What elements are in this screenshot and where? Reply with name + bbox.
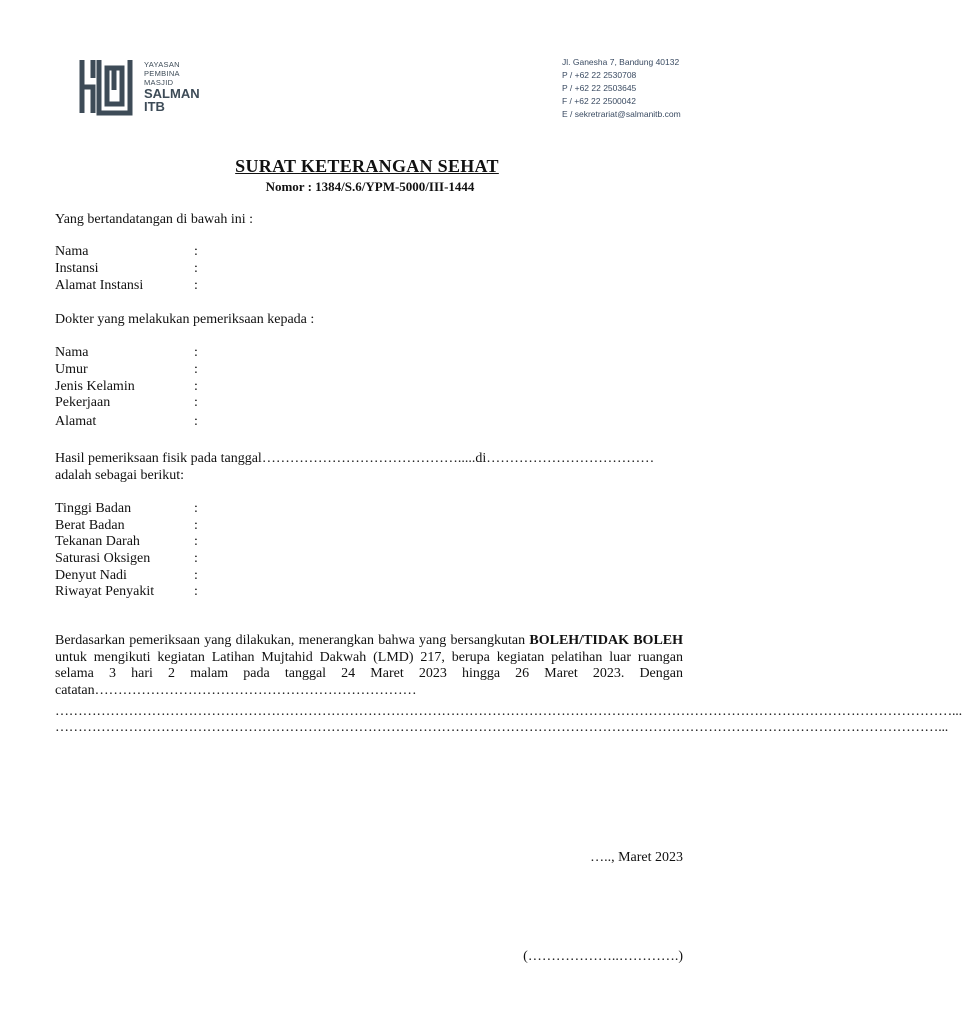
field-label: Alamat — [55, 414, 97, 429]
field-row — [55, 344, 198, 361]
field-row — [55, 500, 198, 517]
exam-date-line: Hasil pemeriksaan fisik pada tanggal…………………………………….....di……………………………… — [55, 451, 655, 466]
logo-text-itb: ITB — [144, 99, 165, 114]
field-colon: : — [194, 414, 198, 429]
field-row — [55, 550, 198, 567]
field-label: Nama — [55, 345, 89, 360]
field-row — [55, 361, 198, 378]
field-colon: : — [194, 568, 198, 583]
salman-itb-logo-icon — [79, 60, 133, 113]
field-label: Denyut Nadi — [55, 568, 127, 583]
conclusion-text: untuk mengikuti kegiatan Latihan Mujtahid Dakwah (LMD) 217, berupa kegiatan pelatihan luar ruangan selama 3 hari 2 malam pada tanggal 24 Maret 2023 hingga 26 Maret 2023. Dengan catatan…………………………………………………………… — [55, 649, 683, 698]
note-line: …………………………………………………………………………………………………………………………………………………………………………... — [55, 720, 949, 735]
field-colon: : — [194, 501, 198, 516]
conclusion-verdict: BOLEH/TIDAK BOLEH — [529, 633, 684, 648]
logo-text — [144, 60, 200, 113]
field-row — [55, 243, 198, 260]
field-row — [55, 378, 198, 395]
field-colon: : — [194, 244, 198, 259]
field-row — [55, 394, 198, 411]
contact-phone-1: P / +62 22 2530708 — [562, 70, 637, 80]
field-label: Umur — [55, 362, 88, 377]
conclusion-paragraph — [55, 633, 683, 699]
field-label: Instansi — [55, 261, 99, 276]
patient-intro-text: Dokter yang melakukan pemeriksaan kepada : — [55, 312, 315, 327]
field-colon: : — [194, 518, 198, 533]
document-number: Nomor : 1384/S.6/YPM-5000/III-1444 — [265, 179, 475, 194]
field-row — [55, 260, 198, 277]
field-label: Alamat Instansi — [55, 278, 144, 293]
field-label: Tekanan Darah — [55, 534, 140, 549]
signature-placeholder: (………………..………….) — [523, 949, 683, 964]
contact-block — [562, 56, 681, 121]
contact-address: Jl. Ganesha 7, Bandung 40132 — [562, 57, 680, 67]
field-colon: : — [194, 362, 198, 377]
field-label: Nama — [55, 244, 89, 259]
field-label: Saturasi Oksigen — [55, 551, 151, 566]
logo — [79, 60, 200, 116]
logo-text-salman: SALMAN — [144, 86, 200, 101]
field-colon: : — [194, 379, 198, 394]
field-row — [55, 277, 198, 294]
logo-text-line: PEMBINA — [144, 69, 180, 78]
logo-text-line: MASJID — [144, 78, 174, 87]
contact-email: E / sekretrariat@salmanitb.com — [562, 109, 681, 119]
document-title: SURAT KETERANGAN SEHAT — [235, 156, 499, 176]
field-label: Pekerjaan — [55, 395, 111, 410]
field-colon: : — [194, 534, 198, 549]
intro-text: Yang bertandatangan di bawah ini : — [55, 212, 254, 227]
note-line: ……………………………………………………………………………………………………………………………………………………………………………... — [55, 704, 962, 719]
field-label: Berat Badan — [55, 518, 125, 533]
field-label: Tinggi Badan — [55, 501, 132, 516]
field-colon: : — [194, 278, 198, 293]
field-row — [55, 413, 198, 430]
exam-result-intro: adalah sebagai berikut: — [55, 468, 185, 483]
field-label: Riwayat Penyakit — [55, 584, 155, 599]
contact-fax: F / +62 22 2500042 — [562, 96, 636, 106]
field-row — [55, 567, 198, 584]
field-colon: : — [194, 261, 198, 276]
conclusion-text: Berdasarkan pemeriksaan yang dilakukan, menerangkan bahwa yang bersangkutan — [55, 633, 530, 648]
contact-phone-2: P / +62 22 2503645 — [562, 83, 637, 93]
field-colon: : — [194, 584, 198, 599]
field-row — [55, 533, 198, 550]
logo-text-line: YAYASAN — [144, 60, 180, 69]
field-row — [55, 517, 198, 534]
field-row — [55, 583, 198, 600]
field-colon: : — [194, 395, 198, 410]
field-label: Jenis Kelamin — [55, 379, 135, 394]
letter-date: ….., Maret 2023 — [590, 850, 683, 865]
field-colon: : — [194, 345, 198, 360]
field-colon: : — [194, 551, 198, 566]
